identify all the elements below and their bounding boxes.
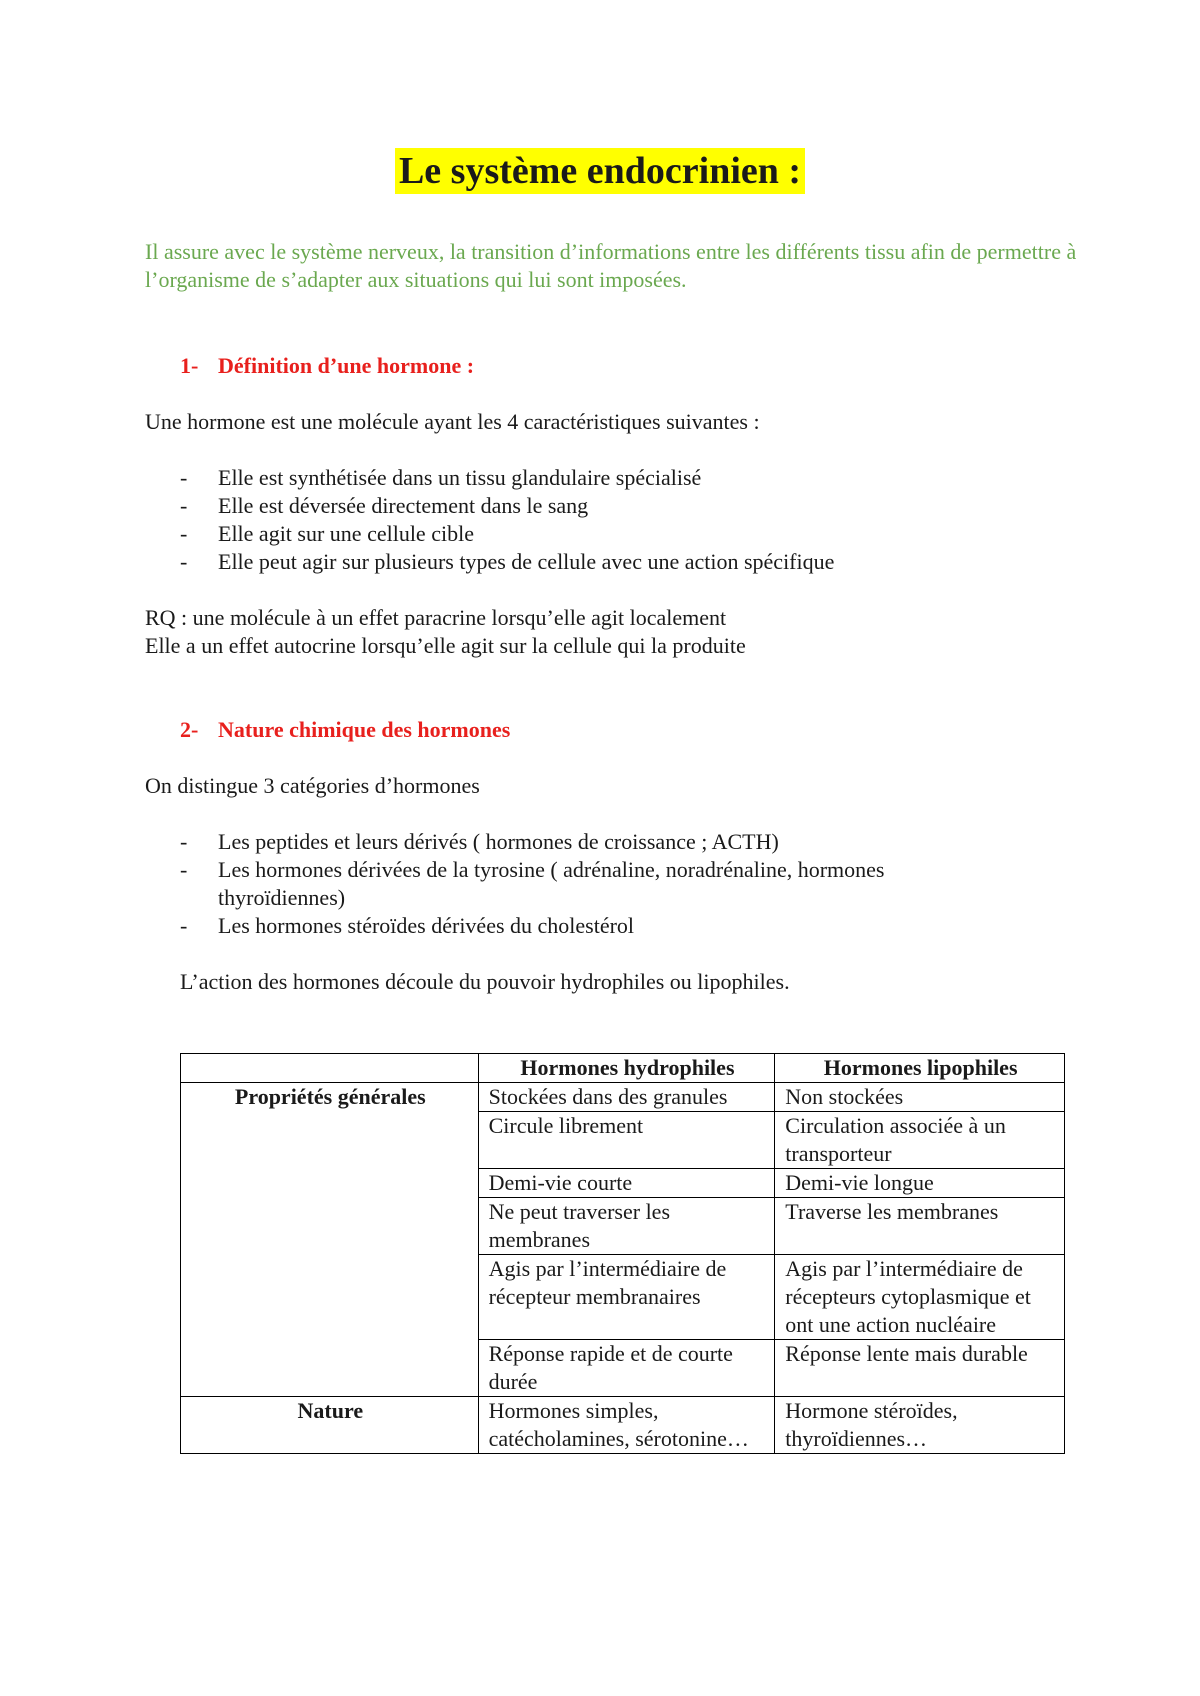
intro-paragraph: Il assure avec le système nerveux, la transition d’informations entre les différents tissu afin de permettre à l’organisme de s’adapter aux situations qui lui sont imposées. — [145, 239, 1077, 292]
list-item — [180, 520, 834, 548]
table-cell: Ne peut traverser les membranes — [478, 1198, 775, 1255]
section-1-bullet-list — [180, 464, 834, 576]
table-cell: Demi-vie longue — [775, 1169, 1065, 1198]
section-2-heading — [180, 716, 510, 744]
list-item — [180, 912, 980, 940]
table-cell: Réponse rapide et de courte durée — [478, 1340, 775, 1397]
title-container — [0, 148, 1200, 194]
section-2-bullet-list — [180, 828, 980, 940]
table-cell: Non stockées — [775, 1083, 1065, 1112]
list-item-text: Elle peut agir sur plusieurs types de cellule avec une action spécifique — [218, 549, 835, 574]
section-1-heading — [180, 352, 474, 380]
list-item — [180, 492, 834, 520]
row-label-proprietes: Propriétés générales — [181, 1083, 479, 1112]
table-header-empty — [181, 1054, 479, 1083]
list-item-text: Elle est synthétisée dans un tissu glandulaire spécialisé — [218, 465, 702, 490]
table-cell: Agis par l’intermédiaire de récepteur membranaires — [478, 1255, 775, 1340]
hormones-comparison-table — [180, 1053, 1065, 1454]
table-row — [181, 1397, 1065, 1454]
row-label-nature: Nature — [181, 1397, 479, 1454]
table-header-lipophiles: Hormones lipophiles — [775, 1054, 1065, 1083]
table-cell: Circule librement — [478, 1112, 775, 1169]
table-cell: Hormone stéroïdes, thyroïdiennes… — [775, 1397, 1065, 1454]
row-label-spacer — [181, 1169, 479, 1198]
dash-bullet: - — [180, 857, 188, 882]
table-cell: Demi-vie courte — [478, 1169, 775, 1198]
table-cell: Réponse lente mais durable — [775, 1340, 1065, 1397]
list-item — [180, 828, 980, 856]
table-cell: Agis par l’intermédiaire de récepteurs cytoplasmique et ont une action nucléaire — [775, 1255, 1065, 1340]
list-item-text: Les peptides et leurs dérivés ( hormones de croissance ; ACTH) — [218, 829, 779, 854]
table-header-row — [181, 1054, 1065, 1083]
list-item-text: Les hormones dérivées de la tyrosine ( adrénaline, noradrénaline, hormones thyroïdiennes) — [218, 857, 885, 910]
dash-bullet: - — [180, 493, 188, 518]
table-row — [181, 1169, 1065, 1198]
section-1-lead: Une hormone est une molécule ayant les 4 caractéristiques suivantes : — [145, 409, 760, 434]
table-cell: Traverse les membranes — [775, 1198, 1065, 1255]
section-2-lead: On distingue 3 catégories d’hormones — [145, 773, 480, 798]
section-2-title: Nature chimique des hormones — [218, 717, 511, 742]
table-header-hydrophiles: Hormones hydrophiles — [478, 1054, 775, 1083]
section-2-action: L’action des hormones découle du pouvoir hydrophiles ou lipophiles. — [180, 969, 790, 994]
list-item — [180, 464, 834, 492]
rq-line-2: Elle a un effet autocrine lorsqu’elle agit sur la cellule qui la produite — [145, 633, 746, 658]
table-row — [181, 1198, 1065, 1255]
row-label-spacer — [181, 1198, 479, 1255]
dash-bullet: - — [180, 521, 188, 546]
dash-bullet: - — [180, 829, 188, 854]
section-1-title: Définition d’une hormone : — [218, 353, 475, 378]
table-cell: Circulation associée à un transporteur — [775, 1112, 1065, 1169]
dash-bullet: - — [180, 913, 188, 938]
table-row — [181, 1083, 1065, 1112]
row-label-spacer — [181, 1340, 479, 1397]
dash-bullet: - — [180, 549, 188, 574]
table-cell: Stockées dans des granules — [478, 1083, 775, 1112]
page-title: Le système endocrinien : — [395, 148, 805, 194]
rq-line-1: RQ : une molécule à un effet paracrine lorsqu’elle agit localement — [145, 605, 727, 630]
section-1-number: 1- — [180, 353, 199, 378]
dash-bullet: - — [180, 465, 188, 490]
list-item — [180, 548, 834, 576]
table-row — [181, 1112, 1065, 1169]
list-item-text: Elle agit sur une cellule cible — [218, 521, 474, 546]
table-cell: Hormones simples, catécholamines, sérotonine… — [478, 1397, 775, 1454]
table-row — [181, 1255, 1065, 1340]
list-item-text: Les hormones stéroïdes dérivées du cholestérol — [218, 913, 635, 938]
row-label-spacer — [181, 1255, 479, 1340]
section-2-number: 2- — [180, 717, 199, 742]
list-item — [180, 856, 938, 912]
row-label-spacer — [181, 1112, 479, 1169]
list-item-text: Elle est déversée directement dans le sang — [218, 493, 589, 518]
table-row — [181, 1340, 1065, 1397]
